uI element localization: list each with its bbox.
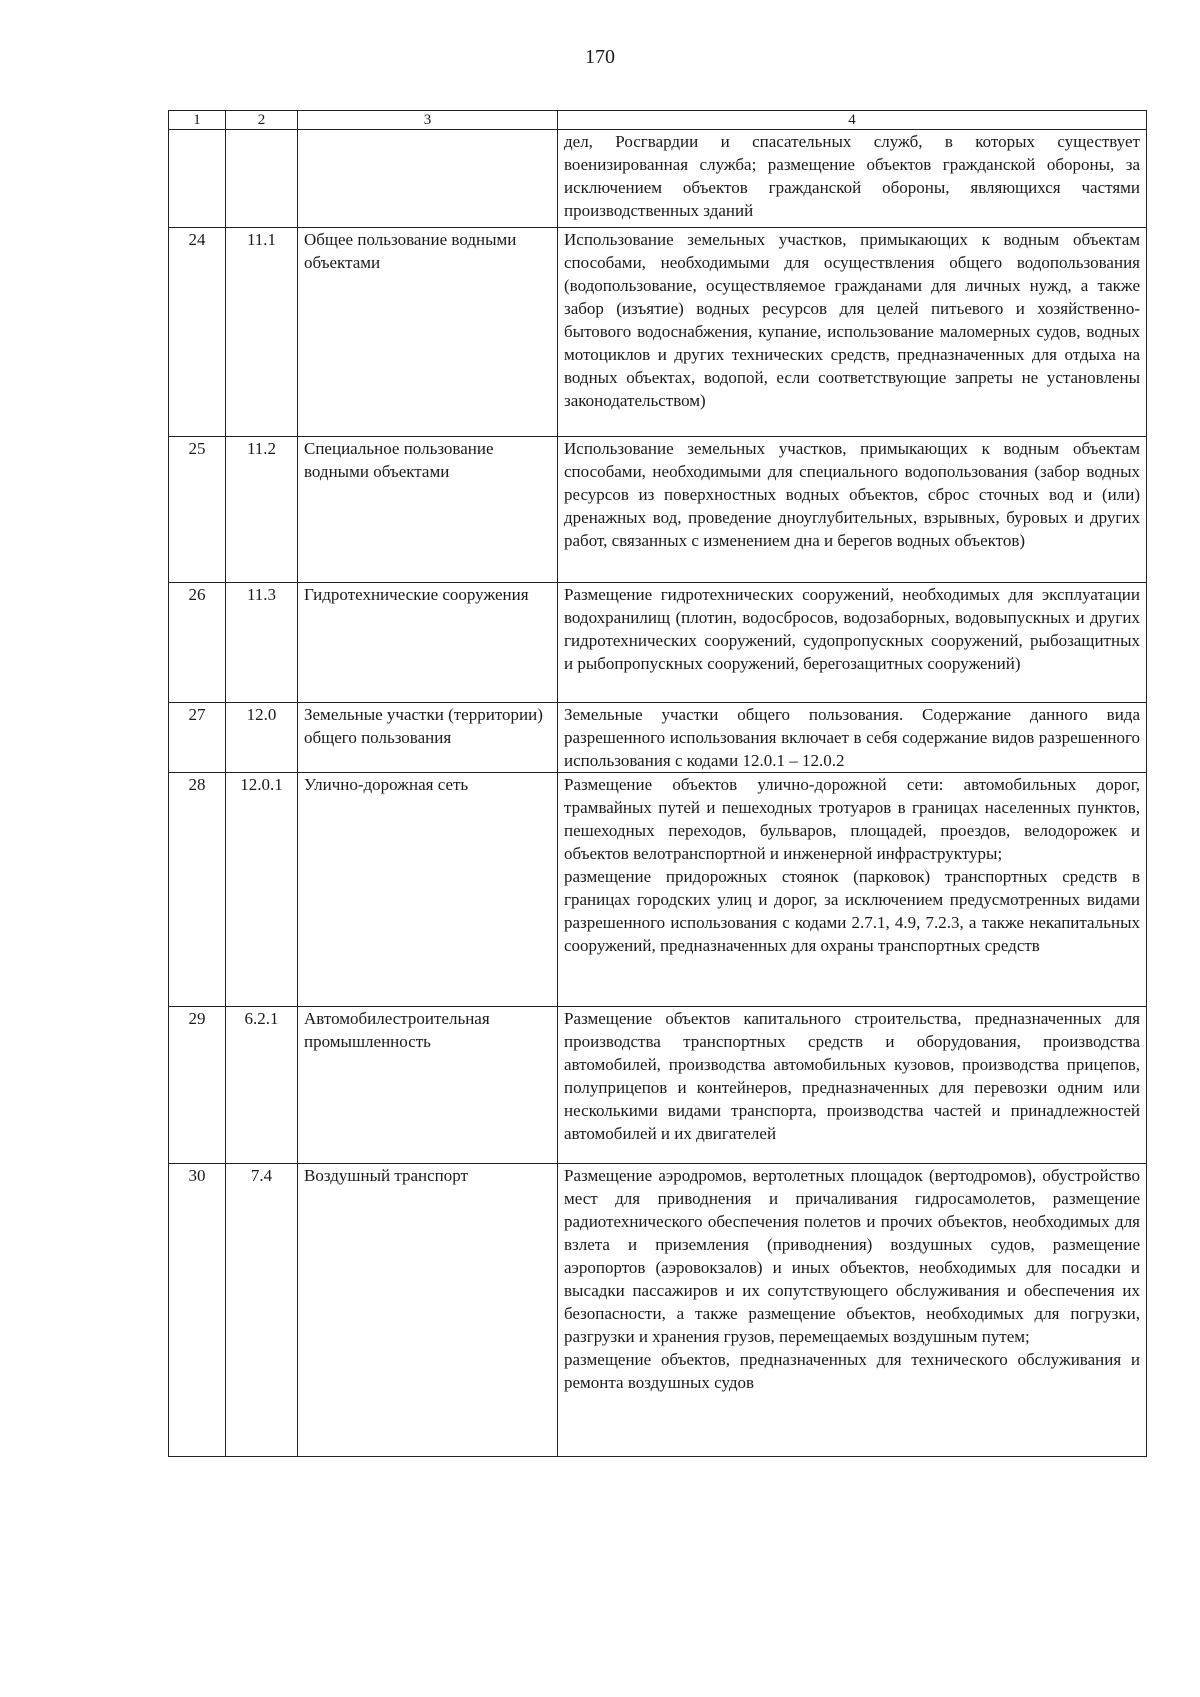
row-description bbox=[558, 583, 1147, 703]
row-code: 11.1 bbox=[226, 228, 298, 437]
row-description bbox=[558, 1164, 1147, 1457]
row-code: 12.0 bbox=[226, 703, 298, 773]
row-number: 30 bbox=[169, 1164, 226, 1457]
row-name: Улично-дорожная сеть bbox=[298, 773, 558, 1007]
table-row bbox=[169, 1007, 1147, 1164]
row-name: Воздушный транспорт bbox=[298, 1164, 558, 1457]
row-name: Автомобилестроительная промышленность bbox=[298, 1007, 558, 1164]
row-code: 11.3 bbox=[226, 583, 298, 703]
row-description bbox=[558, 1007, 1147, 1164]
row-description bbox=[558, 773, 1147, 1007]
description-paragraph: Земельные участки общего пользования. Содержание данного вида разрешенного использования включает в себя содержание видов разрешенного использования с кодами 12.0.1 – 12.0.2 bbox=[564, 705, 1140, 770]
description-paragraph: Использование земельных участков, примыкающих к водным объектам способами, необходимыми для специального водопользования (забор водных ресурсов из поверхностных водных объектов, сброс сточных вод и (или) дренажных вод, проведение дноуглубительных, взрывных, буровых и других работ, связанных с изменением дна и берегов водных объектов) bbox=[564, 439, 1140, 550]
table-row bbox=[169, 437, 1147, 583]
table-row bbox=[169, 773, 1147, 1007]
table-row bbox=[169, 703, 1147, 773]
table-row bbox=[169, 583, 1147, 703]
row-description bbox=[558, 228, 1147, 437]
row-name: Гидротехнические сооружения bbox=[298, 583, 558, 703]
land-use-table bbox=[168, 110, 1147, 1457]
description-paragraph: Размещение гидротехнических сооружений, необходимых для эксплуатации водохранилищ (плотин, водосбросов, водозаборных, водовыпускных и других гидротехнических сооружений, судопропускных сооружений, рыбозащитных и рыбопропускных сооружений, берегозащитных сооружений) bbox=[564, 585, 1140, 673]
row-name: Специальное пользование водными объектами bbox=[298, 437, 558, 583]
description-paragraph: дел, Росгвардии и спасательных служб, в которых существует военизированная служба; размещение объектов гражданской обороны, за исключением объектов гражданской обороны, являющихся частями производственных зданий bbox=[564, 132, 1140, 220]
description-paragraph: Использование земельных участков, примыкающих к водным объектам способами, необходимыми для осуществления общего водопользования (водопользование, осуществляемое гражданами для личных нужд, а также забор (изъятие) водных ресурсов для целей питьевого и хозяйственно-бытового водоснабжения, купание, использование маломерных судов, водных мотоциклов и других технических средств, предназначенных для отдыха на водных объектах, водопой, если соответствующие запреты не установлены законодательством) bbox=[564, 230, 1140, 410]
header-col-2: 2 bbox=[226, 111, 298, 130]
header-col-3: 3 bbox=[298, 111, 558, 130]
row-number bbox=[169, 130, 226, 228]
row-code: 11.2 bbox=[226, 437, 298, 583]
description-paragraph: размещение объектов, предназначенных для технического обслуживания и ремонта воздушных судов bbox=[564, 1350, 1140, 1392]
row-number: 28 bbox=[169, 773, 226, 1007]
table-row bbox=[169, 130, 1147, 228]
row-code: 6.2.1 bbox=[226, 1007, 298, 1164]
row-code bbox=[226, 130, 298, 228]
row-name: Общее пользование водными объектами bbox=[298, 228, 558, 437]
row-code: 7.4 bbox=[226, 1164, 298, 1457]
row-description bbox=[558, 703, 1147, 773]
description-paragraph: Размещение аэродромов, вертолетных площадок (вертодромов), обустройство мест для приводнения и причаливания гидросамолетов, размещение радиотехнического обеспечения полетов и прочих объектов, необходимых для взлета и приземления (приводнения) воздушных судов, размещение аэропортов (аэровокзалов) и иных объектов, необходимых для посадки и высадки пассажиров и их сопутствующего обслуживания и обеспечения их безопасности, а также размещение объектов, необходимых для погрузки, разгрузки и хранения грузов, перемещаемых воздушным путем; bbox=[564, 1166, 1140, 1346]
row-number: 26 bbox=[169, 583, 226, 703]
row-number: 25 bbox=[169, 437, 226, 583]
row-name bbox=[298, 130, 558, 228]
row-code: 12.0.1 bbox=[226, 773, 298, 1007]
description-paragraph: Размещение объектов улично-дорожной сети: автомобильных дорог, трамвайных путей и пешеходных тротуаров в границах населенных пунктов, пешеходных переходов, бульваров, площадей, проездов, велодорожек и объектов велотранспортной и инженерной инфраструктуры; bbox=[564, 775, 1140, 863]
row-description bbox=[558, 130, 1147, 228]
header-col-1: 1 bbox=[169, 111, 226, 130]
table-row bbox=[169, 1164, 1147, 1457]
table-row bbox=[169, 228, 1147, 437]
header-col-4: 4 bbox=[558, 111, 1147, 130]
description-paragraph: размещение придорожных стоянок (парковок) транспортных средств в границах городских улиц и дорог, за исключением предусмотренных видами разрешенного использования с кодами 2.7.1, 4.9, 7.2.3, а также некапитальных сооружений, предназначенных для охраны транспортных средств bbox=[564, 867, 1140, 955]
row-number: 24 bbox=[169, 228, 226, 437]
row-description bbox=[558, 437, 1147, 583]
row-number: 27 bbox=[169, 703, 226, 773]
row-number: 29 bbox=[169, 1007, 226, 1164]
table-header-row bbox=[169, 111, 1147, 130]
row-name: Земельные участки (территории) общего пользования bbox=[298, 703, 558, 773]
description-paragraph: Размещение объектов капитального строительства, предназначенных для производства транспортных средств и оборудования, производства автомобилей, производства автомобильных кузовов, производства прицепов, полуприцепов и контейнеров, предназначенных для перевозки одним или несколькими видами транспорта, производства частей и принадлежностей автомобилей и их двигателей bbox=[564, 1009, 1140, 1143]
page-number: 170 bbox=[585, 46, 615, 68]
